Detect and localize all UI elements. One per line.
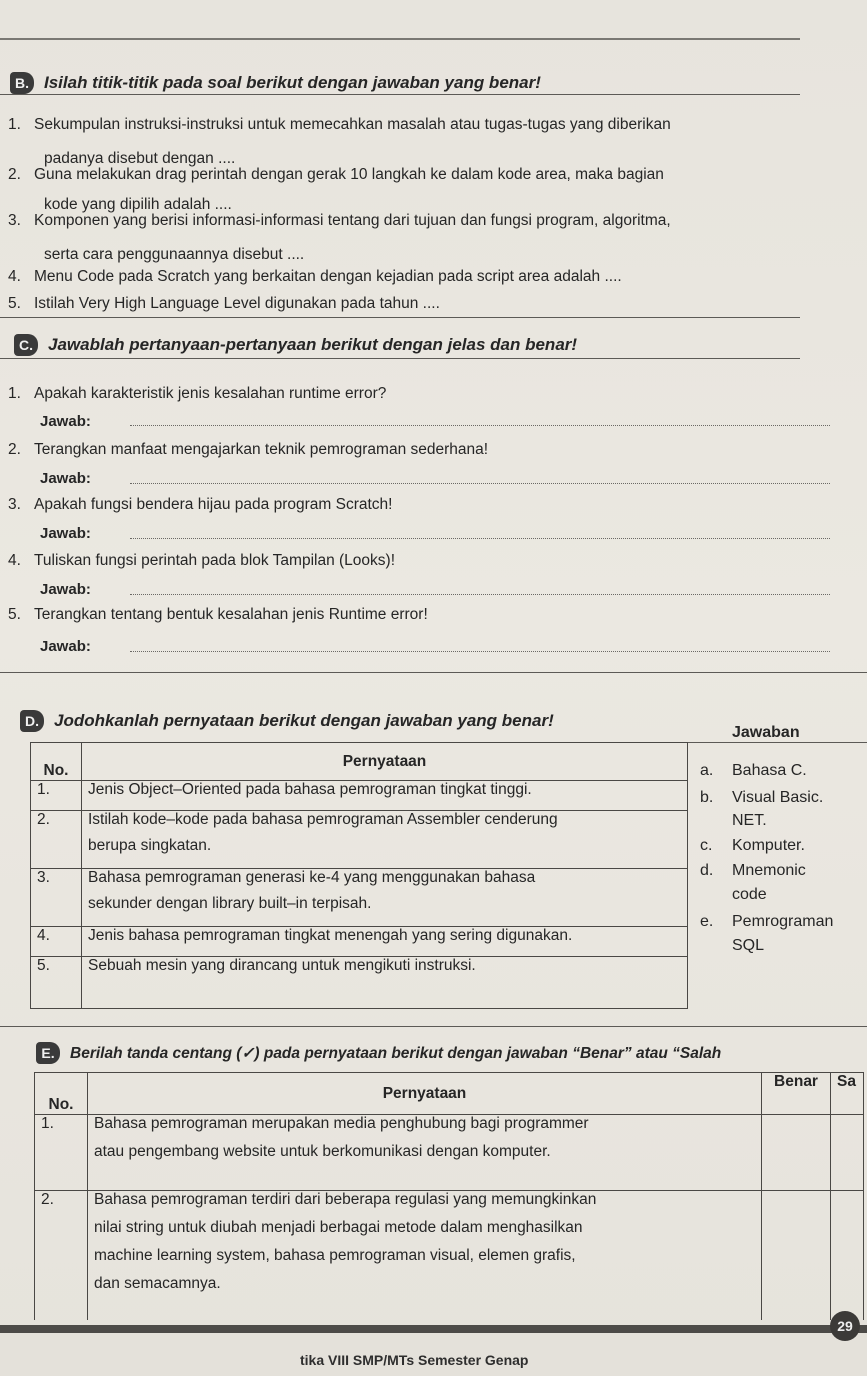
- matching-row-text: Sebuah mesin yang dirancang untuk mengikuti instruksi.: [82, 957, 688, 1009]
- tf-benar-checkbox[interactable]: [762, 1115, 831, 1191]
- section-d-title: Jodohkanlah pernyataan berikut dengan jawaban yang benar!: [54, 711, 554, 730]
- section-e-badge: E.: [36, 1042, 60, 1064]
- b-question-5: 5. Istilah Very High Language Level digunakan pada tahun ....: [8, 295, 440, 312]
- section-b-underline: [0, 94, 800, 95]
- matching-col-jawaban: Jawaban: [732, 724, 800, 741]
- b-question-4: 4. Menu Code pada Scratch yang berkaitan dengan kejadian pada script area adalah ....: [8, 268, 622, 285]
- option-a: a. Bahasa C.: [700, 762, 807, 779]
- b-question-3-cont: serta cara penggunaannya disebut ....: [44, 246, 305, 263]
- c-answer-line-4[interactable]: [130, 594, 830, 595]
- matching-row: [31, 869, 688, 927]
- tf-col-salah: Sa: [831, 1073, 864, 1115]
- tf-col-benar: Benar: [762, 1073, 831, 1115]
- b-question-3: 3. Komponen yang berisi informasi-informasi tentang dari tujuan dan fungsi program, algoritma,: [8, 212, 671, 229]
- b-question-1-cont: padanya disebut dengan ....: [44, 150, 236, 167]
- section-e-title: Berilah tanda centang (✓) pada pernyataan berikut dengan jawaban “Benar” atau “Salah: [70, 1044, 722, 1062]
- c-question-3: 3. Apakah fungsi bendera hijau pada program Scratch!: [8, 496, 393, 513]
- option-d: d. Mnemonic: [700, 862, 806, 879]
- matching-row: [31, 781, 688, 811]
- option-d-cont: code: [732, 886, 767, 903]
- section-c-badge: C.: [14, 334, 38, 356]
- matching-row-no: 3.: [31, 869, 82, 927]
- true-false-table: [34, 1072, 864, 1331]
- option-e: e. Pemrograman: [700, 913, 834, 930]
- matching-row: [31, 927, 688, 957]
- section-e-heading: [36, 1042, 721, 1064]
- section-d-bottom-rule: [0, 1026, 867, 1027]
- tf-col-no: No.: [35, 1073, 88, 1115]
- section-c-underline: [0, 358, 800, 359]
- matching-row-text: Istilah kode–kode pada bahasa pemrograman Assembler cenderung berupa singkatan.: [82, 811, 688, 869]
- c-answer-line-2[interactable]: [130, 483, 830, 484]
- c-answer-label-4: Jawab:: [40, 581, 91, 598]
- matching-row: [31, 811, 688, 869]
- matching-row-no: 5.: [31, 957, 82, 1009]
- footer-band: [0, 1325, 867, 1333]
- matching-table: [30, 742, 688, 1009]
- option-b-cont: NET.: [732, 812, 767, 829]
- tf-row-no: 2.: [35, 1191, 88, 1331]
- c-question-4: 4. Tuliskan fungsi perintah pada blok Tampilan (Looks)!: [8, 552, 396, 569]
- matching-col-no: No.: [31, 743, 82, 781]
- answer-col-top-rule: [688, 742, 867, 743]
- c-answer-label-5: Jawab:: [40, 638, 91, 655]
- c-answer-label-1: Jawab:: [40, 413, 91, 430]
- section-c-bottom-rule: [0, 672, 867, 673]
- tf-row-text: Bahasa pemrograman terdiri dari beberapa regulasi yang memungkinkan nilai string untuk diubah menjadi berbagai metode dalam menghasilkan machine learning system, bahasa pemrograman visual, elemen grafis, dan semacamnya.: [88, 1191, 762, 1331]
- c-answer-label-3: Jawab:: [40, 525, 91, 542]
- tf-row-no: 1.: [35, 1115, 88, 1191]
- matching-row-no: 4.: [31, 927, 82, 957]
- footer-text: tika VIII SMP/MTs Semester Genap: [300, 1352, 529, 1368]
- option-b: b. Visual Basic.: [700, 789, 824, 806]
- c-answer-line-3[interactable]: [130, 538, 830, 539]
- matching-row-text: Jenis Object–Oriented pada bahasa pemrograman tingkat tinggi.: [82, 781, 688, 811]
- tf-salah-checkbox[interactable]: [831, 1115, 864, 1191]
- c-question-2: 2. Terangkan manfaat mengajarkan teknik pemrograman sederhana!: [8, 441, 489, 458]
- table-row: [35, 1115, 864, 1191]
- c-answer-line-1[interactable]: [130, 425, 830, 426]
- section-b-heading: [10, 72, 541, 94]
- c-answer-label-2: Jawab:: [40, 470, 91, 487]
- matching-row-no: 2.: [31, 811, 82, 869]
- table-row: [35, 1191, 864, 1331]
- option-e-cont: SQL: [732, 937, 765, 954]
- section-b-bottom-rule: [0, 317, 800, 318]
- section-b-badge: B.: [10, 72, 34, 94]
- section-c-title: Jawablah pertanyaan-pertanyaan berikut dengan jelas dan benar!: [48, 335, 578, 354]
- section-c-heading: [14, 334, 577, 356]
- c-question-1: 1. Apakah karakteristik jenis kesalahan runtime error?: [8, 385, 387, 402]
- matching-row-text: Bahasa pemrograman generasi ke-4 yang menggunakan bahasa sekunder dengan library built–in terpisah.: [82, 869, 688, 927]
- b-question-2: 2. Guna melakukan drag perintah dengan gerak 10 langkah ke dalam kode area, maka bagian: [8, 166, 664, 183]
- tf-col-pernyataan: Pernyataan: [88, 1073, 762, 1115]
- section-b-title: Isilah titik-titik pada soal berikut dengan jawaban yang benar!: [44, 73, 541, 92]
- matching-row-text: Jenis bahasa pemrograman tingkat menengah yang sering digunakan.: [82, 927, 688, 957]
- tf-row-text: Bahasa pemrograman merupakan media penghubung bagi programmer atau pengembang website untuk berkomunikasi dengan komputer.: [88, 1115, 762, 1191]
- matching-row: [31, 957, 688, 1009]
- b-question-2-cont: kode yang dipilih adalah ....: [44, 196, 232, 213]
- top-rule: [0, 38, 800, 40]
- section-d-heading: [20, 710, 554, 732]
- tf-benar-checkbox[interactable]: [762, 1191, 831, 1331]
- page-number: 29: [830, 1311, 860, 1341]
- matching-row-no: 1.: [31, 781, 82, 811]
- c-question-5: 5. Terangkan tentang bentuk kesalahan jenis Runtime error!: [8, 606, 428, 623]
- tf-salah-checkbox[interactable]: [831, 1191, 864, 1331]
- matching-col-pernyataan: Pernyataan: [82, 743, 688, 781]
- option-c: c. Komputer.: [700, 837, 805, 854]
- c-answer-line-5[interactable]: [130, 651, 830, 652]
- b-question-1: 1. Sekumpulan instruksi-instruksi untuk memecahkan masalah atau tugas-tugas yang diberikan: [8, 116, 671, 133]
- section-d-badge: D.: [20, 710, 44, 732]
